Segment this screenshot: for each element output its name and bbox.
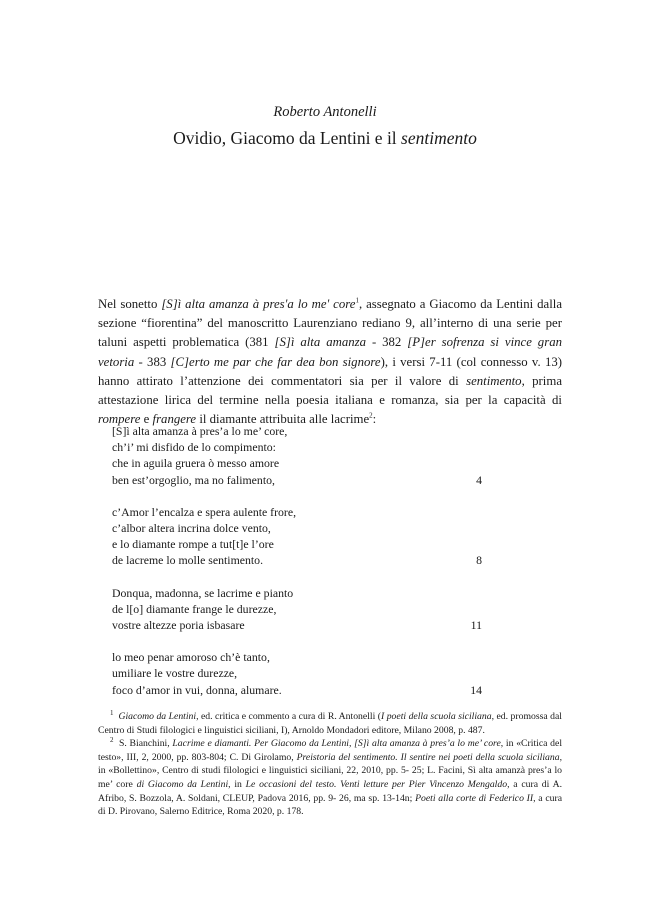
text-run: ), i versi 7-11 (col connesso v. 13) hanno attirato l’attenzione dei commentatori sia per il valore di [98,354,563,388]
footnotes [98,710,562,819]
text-run: , a cura di D. Pirovano, Salerno Editrice, Roma 2020, p. 178. [98,792,563,818]
footnote-1 [98,710,562,737]
text-run: : [372,412,377,427]
stanza [112,423,482,488]
verse-line: [S]ì alta amanza à pres’a lo me’ core, [112,424,288,438]
footnote-number: 1 [110,708,114,717]
verse-number: 8 [476,553,482,568]
verse-text: de lacreme lo molle sentimento. [112,553,264,568]
text-run: , prima attestazione lirica del termine nella poesia italiana e romanza, sia per la capacità di [98,373,563,408]
text-run: e [140,412,153,427]
text-italic: Giacomo da Lentini [118,711,197,722]
verse-line: umiliare le vostre durezze, [112,666,238,681]
text-run: , in «Bollettino», Centro di studi filologici e linguistici siciliani, 22, 2010, pp. 5- 25; L. Facini, Sì alta amanzà pres’a lo me’ core [98,751,562,790]
verse-line: c’Amor l’encalza e spera aulente frore, [112,504,297,519]
stanza [112,649,482,698]
verse-line [112,472,482,488]
footnote-number: 2 [110,735,114,744]
verse-line [112,552,482,568]
verse-line: c’albor altera incrina dolce vento, [112,521,271,536]
verse-line: e lo diamante rompe a tut[t]e l’ore [112,537,274,552]
verse-line [112,682,482,698]
text-italic: sentimento [466,373,522,388]
text-italic: Poeti alla corte di Federico II [415,792,534,804]
text-run: , a cura di A. Afribo, S. Bozzola, A. Soldani, CLEUP, Padova 2016, pp. 9- 26, ma sp. 13-14n; [98,778,563,804]
verse-line [112,617,482,633]
article-title [0,128,650,149]
footnote-ref-1: 1 [355,296,359,305]
text-run: S. Bianchini, [119,738,173,750]
text-run: Nel sonetto [98,297,162,311]
text-run: , ed. promossa dal Centro di Studi filologici e linguistici siciliani, I), Arnoldo Mondadori editore, Milano 2008, p. 487. [98,711,562,736]
verse-text: foco d’amor in vui, donna, alumare. [112,682,282,697]
text-run: il diamante attribuita alle lacrime [196,412,370,427]
text-italic: [C]erto me par che far dea bon signore [170,354,381,369]
title-italic: sentimento [401,128,477,148]
text-run: - 382 [366,335,408,350]
footnote-2 [98,737,562,819]
verse-number: 11 [470,618,482,633]
text-italic: [S]ì alta amanza [274,335,367,350]
text-italic: di Giacomo da Lentini [136,778,229,790]
title-main: Ovidio, Giacomo da Lentini e il [173,128,402,148]
text-italic: Preistoria del sentimento. Il sentire nei poeti della scuola siciliana [296,751,560,763]
body-paragraph [98,295,562,429]
text-run: , in «Critica del testo», III, 2, 2000, pp. 803-804; C. Di Girolamo, [98,738,563,763]
footnote-ref-2: 2 [369,411,373,420]
verse-number: 4 [476,472,482,487]
verse-line: che in aguila gruera ò messo amore [112,456,280,471]
verse-line: Donqua, madonna, se lacrime e pianto [112,585,294,600]
author-name: Roberto Antonelli [273,104,377,120]
verse-line: lo meo penar amoroso ch’è tanto, [112,650,270,665]
text-run: , in [228,778,246,790]
text-run: , ed. critica e commento a cura di R. Antonelli ( [196,711,381,722]
verse-line: de l[o] diamante frange le durezze, [112,601,277,616]
text-run: , assegnato a Giacomo da Lentini dalla sezione “fiorentina” del manoscritto Laurenziano rediano 9, all’interno di una serie per taluni aspetti problematica (381 [98,297,562,350]
sonnet-quote [112,423,482,714]
text-italic: Lacrime e diamanti. Per Giacomo da Lentini, [S]ì alta amanza à pres’a lo me’ core [172,738,501,750]
verse-line: ch’i’ mi disfido de lo compimento: [112,440,276,455]
text-italic: I poeti della scuola siciliana [381,711,492,722]
text-italic: Le occasioni del testo. Venti letture per Pier Vincenzo Mengaldo [245,778,508,790]
verse-number: 14 [470,682,482,697]
text-run: - 383 [134,354,171,369]
verse-text: vostre altezze poria isbasare [112,618,245,633]
verse-text: ben est’orgoglio, ma no falimento, [112,472,275,487]
text-italic: [P]er sofrenza si vince gran vetoria [98,335,562,369]
text-italic: frangere [152,412,197,427]
stanza [112,585,482,634]
text-italic: rompere [98,412,141,427]
stanza [112,504,482,569]
sonnet-title-italic: [S]ì alta amanza à pres'a lo me' core [161,297,356,311]
